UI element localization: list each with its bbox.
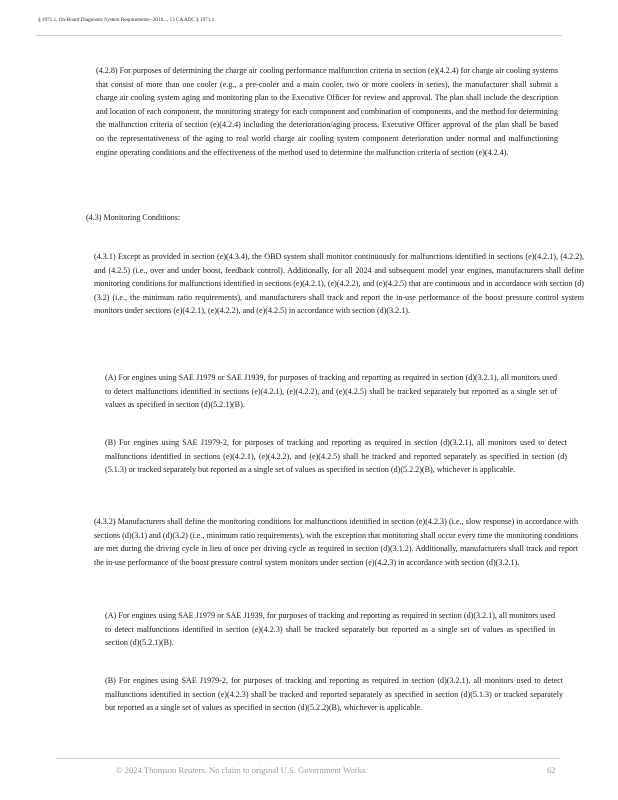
paragraph-4-3-2: (4.3.2) Manufacturers shall define the monitoring conditions for malfunctions identified in section (e)(4.2.3) (i.e., slow response) in accordance with sections (d)(3.1) and (d)(3.2) (i.e., minimum ratio requirements), with the exception that monitoring shall occur every time the monitoring conditions are met during the driving cycle in lieu of once per driving cycle as required in section (d)(3.1.2). Additionally, manufacturers shall track and report the in-use performance of the boost pressure control system monitors under section (e)(4.2.3) in accordance with section (d)(3.2.1).	[94, 517, 578, 567]
paragraph-4-3-1: (4.3.1) Except as provided in section (e)(4.3.4), the OBD system shall monitor continuously for malfunctions identified in sections (e)(4.2.1), (4.2.2), and (4.2.5) (i.e., over and under boost, feedback control). Additionally, for all 2024 and subsequent model year engines, manufacturers shall define monitoring conditions for malfunctions identified in sections (e)(4.2.1), (e)(4.2.2), and (e)(4.2.5) that are continuous and in accordance with section (d)(3.2) (i.e., the minimum ratio requirements), and manufacturers shall track and report the in-use performance of the boost pressure control system monitors under sections (e)(4.2.1), (e)(4.2.2), and (e)(4.2.5) in accordance with section (d)(3.2.1).	[94, 252, 584, 316]
section-heading-4-3: (4.3) Monitoring Conditions:	[86, 213, 181, 222]
running-header: § 1971.1. On-Board Diagnostic System Requirements--2010..., 13 CA ADC § 1971.1	[38, 17, 215, 23]
header-divider	[36, 35, 562, 36]
page-number: 62	[547, 765, 556, 775]
paragraph-4-3-1-b: (B) For engines using SAE J1979-2, for purposes of tracking and reporting as required in section (d)(3.2.1), all monitors used to detect malfunctions identified in sections (e)(4.2.1), (e)(4.2.2), and (e)(4.2.5) shall be tracked and reported separately as specified in section (d)(5.1.3) or tracked separately but reported as a single set of values as specified in section (d)(5.2.2)(B), whichever is applicable.	[105, 438, 567, 475]
paragraph-4-2-8: (4.2.8) For purposes of determining the charge air cooling performance malfunction criteria in section (e)(4.2.4) for charge air cooling systems that consist of more than one cooler (e.g., a pre-cooler and a main cooler, two or more coolers in series), the manufacturer shall submit a charge air cooling system aging and monitoring plan to the Executive Officer for review and approval. The plan shall include the description and location of each component, the monitoring strategy for each component and combination of components, and the method for determining the malfunction criteria of section (e)(4.2.4) including the deterioration/aging process. Executive Officer approval of the plan shall be based on the representativeness of the aging to real world charge air cooling system component deterioration under normal and malfunctioning engine operating conditions and the effectiveness of the method used to determine the malfunction criteria of section (e)(4.2.4).	[96, 66, 559, 157]
paragraph-4-3-2-b: (B) For engines using SAE J1979-2, for purposes of tracking and reporting as required in section (d)(3.2.1), all monitors used to detect malfunctions identified in section (e)(4.2.3) shall be tracked and reported separately as specified in section (d)(5.1.3) or tracked separately but reported as a single set of values as specified in section (d)(5.2.2)(B), whichever is applicable.	[105, 676, 563, 713]
paragraph-4-3-2-a: (A) For engines using SAE J1979 or SAE J1939, for purposes of tracking and reporting as required in section (d)(3.2.1), all monitors used to detect malfunctions identified in section (e)(4.2.3) shall be tracked separately but reported as a single set of values as specified in section (d)(5.2.1)(B).	[105, 611, 555, 648]
footer-copyright: © 2024 Thomson Reuters. No claim to original U.S. Government Works.	[116, 765, 368, 775]
paragraph-4-3-1-a: (A) For engines using SAE J1979 or SAE J1939, for purposes of tracking and reporting as required in section (d)(3.2.1), all monitors used to detect malfunctions identified in sections (e)(4.2.1), (e)(4.2.2), and (e)(4.2.5) shall be tracked separately but reported as a single set of values as specified in section (d)(5.2.1)(B).	[105, 373, 557, 410]
footer-divider	[56, 758, 560, 759]
